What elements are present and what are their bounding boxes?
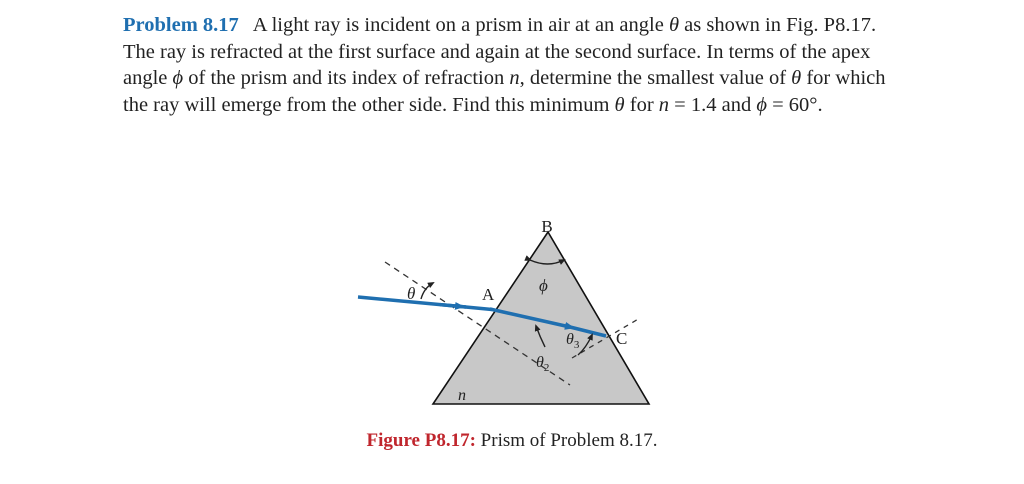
problem-text-7: = 1.4 and <box>669 93 757 116</box>
label-n: n <box>458 387 466 404</box>
theta-symbol: θ <box>614 93 625 116</box>
n-symbol: n <box>658 93 670 116</box>
caption-label: Figure P8.17: <box>366 430 476 451</box>
theta-symbol: θ <box>791 67 802 89</box>
problem-statement <box>123 12 893 118</box>
phi-symbol: ϕ <box>756 93 767 116</box>
problem-text-2: as shown in Fig. P8.17. The ray is refracted at the first surface and again at the second surface. In terms of the apex angle <box>123 14 877 89</box>
incident-ray-end <box>455 306 492 310</box>
label-b: B <box>541 217 553 236</box>
label-theta2: $\theta_2$ <box>536 354 550 374</box>
problem-text-6: for <box>624 93 659 116</box>
problem-text-3: of the prism and its index of refraction <box>183 67 510 89</box>
theta-symbol: θ <box>668 14 680 36</box>
problem-text-4: , determine the smallest value of <box>519 67 792 89</box>
label-c: C <box>616 329 628 348</box>
label-phi: ϕ <box>539 276 548 295</box>
problem-label: Problem 8.17 <box>123 14 239 36</box>
problem-text-1: A light ray is incident on a prism in air at an angle <box>252 14 669 36</box>
problem-text-8: = 60°. <box>766 93 823 116</box>
label-theta3: $\theta_3$ <box>566 331 580 351</box>
prism-triangle <box>433 232 649 404</box>
phi-symbol: ϕ <box>172 67 184 89</box>
figure-caption <box>0 430 1024 452</box>
n-symbol: n <box>509 67 520 89</box>
problem-text-5: for which the ray will emerge from the other side. Find this minimum <box>123 67 886 116</box>
label-theta: θ <box>407 284 416 303</box>
label-a: A <box>482 285 495 304</box>
prism-figure <box>340 210 680 420</box>
caption-text: Prism of Problem 8.17. <box>475 430 658 451</box>
theta-angle-arc <box>421 283 433 299</box>
